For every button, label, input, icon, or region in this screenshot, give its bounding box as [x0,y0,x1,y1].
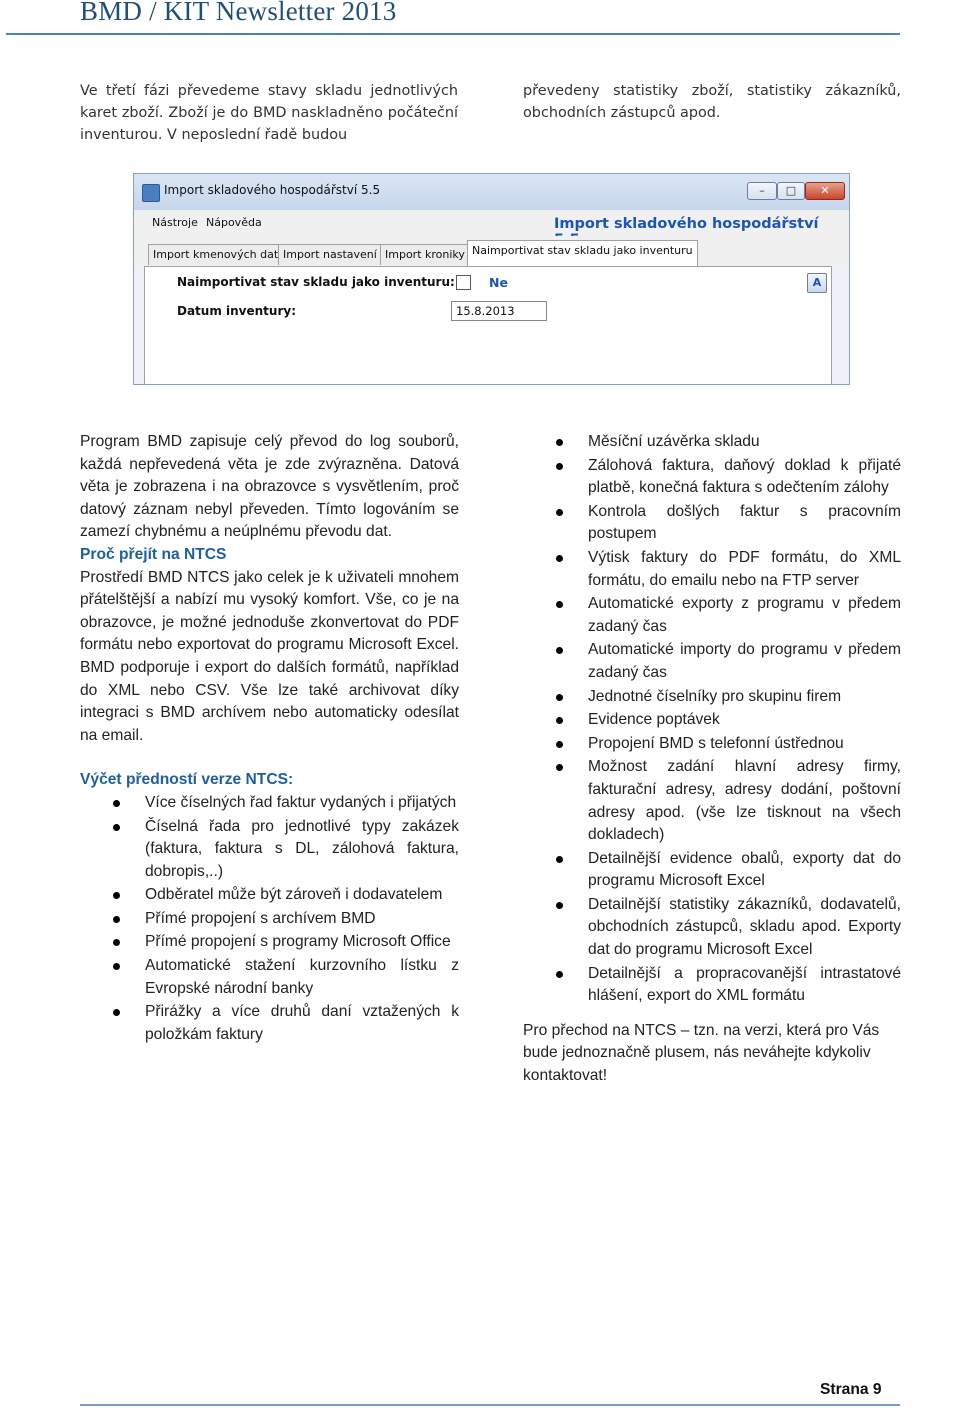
app-icon [142,184,160,202]
list-item: Jednotné číselníky pro skupinu firem [523,686,901,709]
close-icon: ✕ [820,184,830,197]
list-item: Zálohová faktura, daňový doklad k přijaté platbě, konečná faktura s odečtením zálohy [523,455,901,500]
list-item: Detailnější evidence obalů, exporty dat do programu Microsoft Excel [523,848,901,893]
window-titlebar [134,174,849,210]
menu-napoveda[interactable]: Nápověda [206,216,262,229]
bullet-icon [113,800,120,807]
minimize-icon: – [759,184,765,197]
inventory-date-input[interactable]: 15.8.2013 [451,301,547,321]
list-item: Více číselných řad faktur vydaných i přijatých [80,792,459,815]
tab-bar [134,236,849,266]
menu-nastroje[interactable]: Nástroje [152,216,198,229]
footer-rule [80,1404,900,1406]
page-header [0,0,960,36]
window-title: Import skladového hospodářství 5.5 [164,183,381,197]
panel-action-button[interactable] [807,273,827,293]
list-item: Měsíční uzávěrka skladu [523,431,901,454]
tab-inventura[interactable]: Naimportivat stav skladu jako inventuru [467,240,698,266]
bullet-icon [556,902,563,909]
bullet-icon [556,439,563,446]
list-item: Odběratel může být zároveň i dodavatelem [80,884,459,907]
tab-import-kmenovych-dat[interactable]: Import kmenových dat [148,244,283,265]
closing-paragraph: Pro přechod na NTCS – tzn. na verzi, která pro Vás bude jednoznačně plusem, nás neváhejte kdykoliv kontaktovat! [523,1021,880,1085]
bullet-icon [113,963,120,970]
inventory-import-checkbox[interactable] [456,275,471,290]
ntcs-paragraph: Prostředí BMD NTCS jako celek je k uživateli mnohem přátelštější a nabízí mu vysoký komfort. Vše, co je na obrazovce, je možné jednoduše zkonvertovat do PDF formátu nebo exportovat do programu Microsoft Excel. BMD podporuje i export do dalších formátů, například do XML nebo CSV. Vše lze také archivovat díky integraci s BMD archívem nebo automaticky odesílat na email. [80,568,459,744]
list-item: Výtisk faktury do PDF formátu, do XML formátu, do emailu nebo na FTP server [523,547,901,592]
bullet-icon [113,1009,120,1016]
settings-panel [144,266,832,385]
bullet-icon [556,647,563,654]
list-item: Automatické stažení kurzovního lístku z Evropské národní banky [80,955,459,1000]
advantages-list [80,792,459,1047]
font-icon: A [812,276,822,289]
list-item: Přirážky a více druhů daní vztažených k položkám faktury [80,1001,459,1046]
minimize-button[interactable] [747,182,777,200]
inventory-import-label: Naimportivat stav skladu jako inventuru: [177,275,455,289]
inventory-date-label: Datum inventury: [177,304,296,318]
bullet-icon [113,939,120,946]
page-number: Strana 9 [820,1381,882,1398]
bullet-icon [556,509,563,516]
bullet-icon [556,741,563,748]
header-rule [6,33,900,35]
bullet-icon [556,694,563,701]
maximize-button[interactable] [777,182,805,200]
section-heading-advantages: Výčet předností verze NTCS: [80,771,294,789]
bullet-icon [556,717,563,724]
newsletter-title: BMD / KIT Newsletter 2013 [80,0,397,26]
intro-left: Ve třetí fázi převedeme stavy skladu jednotlivých karet zboží. Zboží je do BMD naskladněno počáteční inventurou. V neposlední řadě budou [80,83,458,143]
list-item: Číselná řada pro jednotlivé typy zakázek (faktura, faktura s DL, zálohová faktura, dobropis,..) [80,816,459,884]
bullet-icon [113,892,120,899]
list-item: Detailnější statistiky zákazníků, dodavatelů, obchodních zástupců, skladu apod. Exporty dat do programu Microsoft Excel [523,894,901,962]
list-item: Evidence poptávek [523,709,901,732]
right-column [523,431,901,1088]
bullet-icon [556,555,563,562]
window-heading: Import skladového hospodářství [554,216,819,232]
list-item: Přímé propojení s programy Microsoft Office [80,931,459,954]
list-item: Automatické importy do programu v předem zadaný čas [523,639,901,684]
maximize-icon: □ [785,184,797,197]
bullet-icon [556,601,563,608]
bullet-icon [556,971,563,978]
import-window-screenshot [133,173,850,385]
bullet-icon [556,856,563,863]
section-heading-why-ntcs: Proč přejít na NTCS [80,545,227,563]
left-column [80,431,459,1047]
features-list [523,431,901,1008]
inventory-import-value: Ne [489,275,508,290]
close-button[interactable] [805,182,845,200]
intro-right: převedeny statistiky zboží, statistiky zákazníků, obchodních zástupců apod. [523,83,901,121]
list-item: Kontrola došlých faktur s pracovním postupem [523,501,901,546]
tab-import-kroniky[interactable]: Import kroniky [380,244,470,265]
bullet-icon [556,764,563,771]
list-item: Automatické exporty z programu v předem zadaný čas [523,593,901,638]
list-item: Detailnější a propracovanější intrastatové hlášení, export do XML formátu [523,963,901,1008]
bullet-icon [113,824,120,831]
list-item: Přímé propojení s archívem BMD [80,908,459,931]
bullet-icon [113,916,120,923]
list-item: Propojení BMD s telefonní ústřednou [523,733,901,756]
log-paragraph: Program BMD zapisuje celý převod do log souborů, každá nepřevedená věta je zde zvýrazněna. Datová věta je zobrazena i na obrazovce s vysvětlením, proč datový záznam nebyl převeden. Tímto logováním se zamezí chybnému a neúplnému převodu dat. [80,433,459,541]
bullet-icon [556,463,563,470]
list-item: Možnost zadání hlavní adresy firmy, fakturační adresy, adresy dodání, poštovní adresy apod. (vše lze tisknout na všech dokladech) [523,756,901,846]
tab-import-nastaveni[interactable]: Import nastavení [278,244,382,265]
